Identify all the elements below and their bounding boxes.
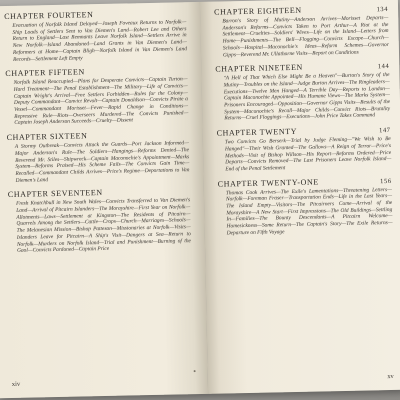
right-page: [200, 0, 400, 394]
chapter-summary: "A Hell of That Which Else Might Be a Heaven"—Burton's Story of the Mutiny—Troubles on the Island—Judge Burton Arrives—The Ringleaders—Executions—Twelve Men Hanged—A Terrible Day—Reports to London—Captain Maconochie Appointed—His Humane Views—The Marks System—Prisoners Encouraged—Opposition—Governor Gipps Visits—Results of the System—Maconochie's Recall—Major Childs—Convict Riots—Brutality Returns—Cruel Floggings—Executions—John Price Takes Command: [223, 72, 391, 122]
chapter-entry: [218, 176, 393, 238]
chapter-page-number: 144: [377, 63, 390, 71]
chapter-summary: Barron's Story of Mutiny—Anderson Arrives—Morisset Departs—Anderson's Reforms—Convicts Taken to Port Arthur—A Riot at the Settlement—Cruelties—Soldiers' Wives—Life on the Island—Letters from Home—Punishments—The Bell—Flogging—Convicts Escape—Church—Schools—Hospital—Maconochie's Ideas—Reform Schemes—Governor Gipps—Reverend Mr. Ullathorne Visits—Report on Conditions: [222, 14, 389, 58]
right-page-folio: xv: [387, 372, 394, 381]
chapter-summary: Fresh Knatchbull in New South Wales—Convicts Transferred to Van Diemen's Land—Arrival of Pitcairn Islanders—The Morayshire—First Year on Norfolk—Allotments—Laws—Settlement at Kingston—The Residents of Pitcairn—Quarrels Among the Settlers—Cattle—Crops—Church—Marriages—Schools—The Melanesian Mission—Bishop Patteson—Missionaries at Norfolk—Visits—Islanders Leave for Pitcairn—A Ship's Visit—Dangers at Sea—Return to Norfolk—Murders on Norfolk Island—Trial and Punishment—Burning of the Gaol—Convicts Pardoned—Captain Price: [16, 197, 191, 255]
chapter-title: CHAPTER EIGHTEEN: [214, 5, 302, 17]
chapter-summary: Thomas Cook Arrives—The Exile's Lamentations—Threatening Letters—Norfolk—Foreman Fraser—Transportation Ends—Life in the Last Years—The Island Empty—Visitors—The Pitcairners Come—Arrival of the Morayshire—A New Start—First Impressions—The Old Buildings—Settling In—Families—The Bounty Descendants—A Pitcairn Welcome—Homesickness—Some Return—The Captain's Story—The Exile Returns—Departure on Fifth Voyage: [225, 186, 393, 237]
left-page-folio: xiv: [11, 380, 21, 388]
chapter-entry: [8, 187, 191, 255]
chapter-page-number: 156: [380, 177, 392, 185]
chapter-entry: [215, 61, 390, 123]
chapter-page-number: 147: [378, 127, 391, 135]
chapter-title: CHAPTER SEVENTEEN: [7, 188, 103, 200]
chapter-entry: [217, 125, 392, 173]
chapter-summary: Norfolk Island Reoccupied—Plans for Desperate Convicts—Captain Turton—Hard Treatment—The Penal Establishment—The Military—Life of Convicts—Captain Wright's Arrival—Free Settlers Forbidden—Rules for the Colony—Deputy Commandant—Convict Revolt—Captain Donaldson—Convicts Pirate a Vessel—Commandant Morisset—Fever—Rapid Change in Conditions—Repressive Rule—Riots—Overseers Murdered—The Convicts Punished—Captain Joseph Anderson Succeeds—Cruelty—Dissent: [13, 76, 189, 127]
chapter-title: CHAPTER NINETEEN: [215, 62, 303, 74]
chapter-entry: [214, 4, 389, 59]
chapter-entry: [4, 8, 187, 63]
chapter-summary: Two Convicts Go Berserk—Trial by Judge Fleming—"We Wish to Be Hanged"—Their Wish Granted—The Gallows—A Reign of Terror—Price's Methods—Visit of Bishop Willson—His Report—Reforms Ordered—Price Departs—Convicts Removed—The Last Prisoners Leave Norfolk Island—End of the Penal Settlement: [224, 136, 392, 173]
chapter-title: CHAPTER FIFTEEN: [5, 67, 85, 79]
left-page: [0, 2, 208, 398]
chapter-title: CHAPTER TWENTY: [216, 127, 298, 138]
chapter-summary: A Stormy Outbreak—Convicts Attack the Guards—Port Jackson Informed—Major Anderson's Rule—The Soldiers—Hangings—Reforms Denied—The Reverend Mr. Stiles—Shipwreck—Captain Maconochie's Appointment—Marks System—Reforms Praised—His Scheme Fails—The Convicts Gain Time—Recalled—Commandant Childs Arrives—Price's Regime—Deportations to Van Diemen's Land: [14, 140, 190, 184]
chapter-summary: Evacuation of Norfolk Island Delayed—Joseph Foveaux Returns to Norfolk—Ship Loads of Settlers Sent to Van Diemen's Land—Robert Lee and Others Return to England—Last Remnants Leave Norfolk Island—Settlers Arrive in New Norfolk—Island Abandoned—Land Grants in Van Diemen's Land—Reformers at Home—Captain Bligh—Norfolk Island in Van Diemen's Land Records—Settlement Left Empty: [12, 19, 187, 63]
chapter-title: CHAPTER SIXTEEN: [6, 131, 88, 143]
chapter-entry: [7, 129, 190, 184]
chapter-entry: [5, 65, 188, 127]
chapter-title: CHAPTER FOURTEEN: [4, 10, 94, 22]
chapter-page-number: 134: [376, 5, 389, 14]
gutter-mark: [194, 370, 196, 372]
chapter-title: CHAPTER TWENTY-ONE: [217, 177, 319, 189]
